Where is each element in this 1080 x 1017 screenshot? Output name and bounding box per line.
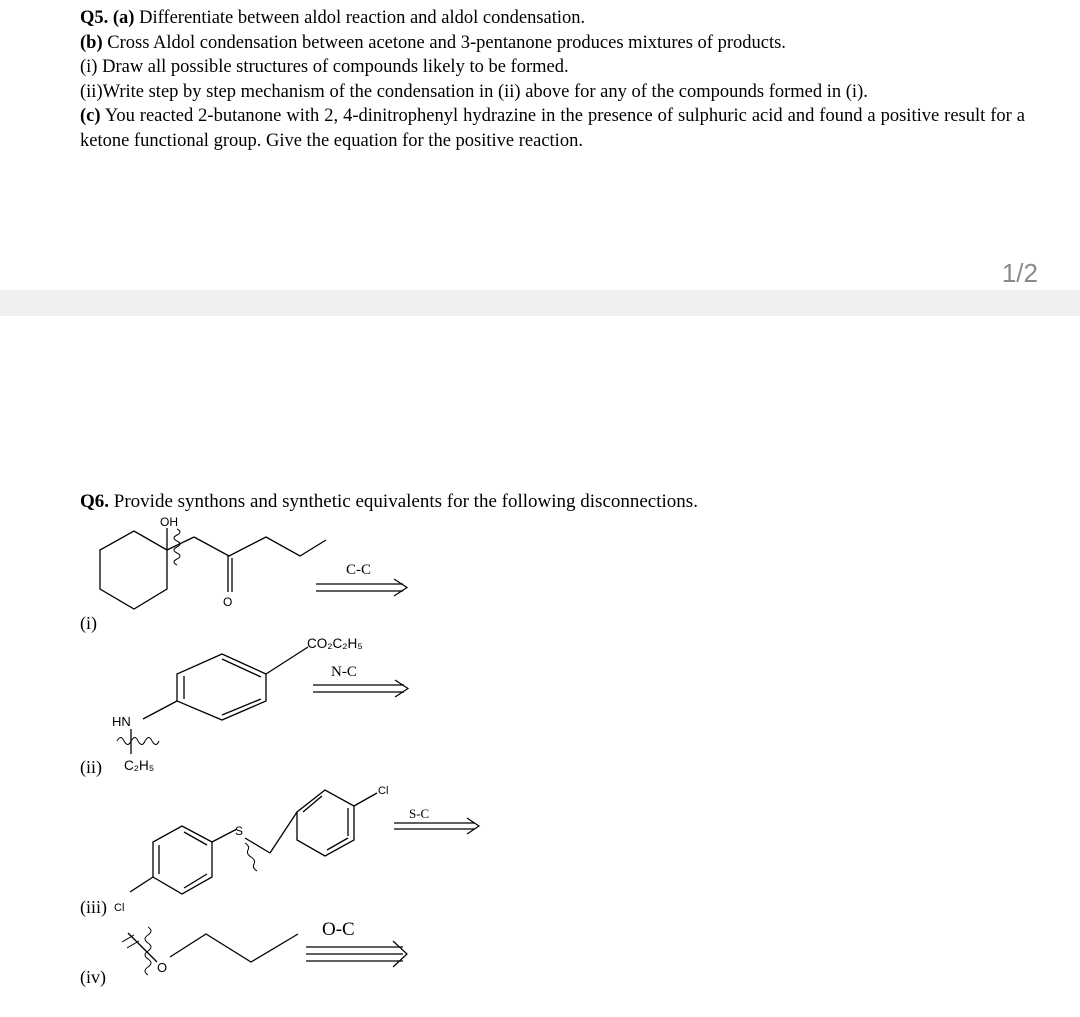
bond-ester <box>266 647 308 674</box>
bond-ring-s <box>212 829 237 842</box>
label-oh: OH <box>160 515 178 529</box>
wavy-disconnection-iii <box>245 843 257 871</box>
bond-ring-nh <box>143 701 177 719</box>
retro-arrow-i <box>316 579 407 596</box>
label-hn: HN <box>112 714 131 729</box>
retro-arrow-iii <box>394 818 479 834</box>
page-indicator: 1/2 <box>1001 258 1038 288</box>
item-iv-number: (iv) <box>80 967 106 987</box>
q5-a-label: (a) <box>112 8 135 28</box>
q5-c-text: You reacted 2-butanone with 2, 4-dinitrophenyl hydrazine in the presence of sulphuric acid and found a positive result for a ketone functional group. Give the equation for the positive reaction. <box>80 106 1025 151</box>
bond-ch2-ring <box>270 812 297 853</box>
wavy-disconnection-ii <box>117 738 159 745</box>
disconnection-i-label: C-C <box>346 562 372 578</box>
q5-part-b-i: (i) Draw all possible structures of compounds likely to be formed. <box>80 57 569 77</box>
label-o-ether: O <box>157 960 168 975</box>
bond-chain-1 <box>167 537 194 550</box>
structure-iv <box>122 927 298 975</box>
bond-ring-cl-right <box>354 793 377 806</box>
retro-arrow-ii <box>313 680 408 697</box>
label-co2c2h5: CO₂C₂H₅ <box>307 636 363 651</box>
label-o: O <box>223 595 233 609</box>
retro-arrow-iv <box>306 941 407 967</box>
wavy-disconnection <box>174 529 180 565</box>
structure-ii <box>117 647 308 754</box>
q6-label: Q6. <box>80 491 110 512</box>
structure-i <box>100 528 326 609</box>
label-s: S <box>235 824 244 838</box>
disconnection-iv-label: O-C <box>322 919 355 940</box>
bond-s-ch2 <box>245 838 270 853</box>
benzene-ring-ii <box>177 654 266 720</box>
disconnection-ii-label: N-C <box>331 664 357 680</box>
benzene-ring-iii-right <box>297 790 354 856</box>
bond-chain-2 <box>194 537 326 556</box>
item-i-number: (i) <box>80 613 97 633</box>
item-iii-number: (iii) <box>80 897 107 917</box>
label-cl-right: Cl <box>378 785 389 797</box>
bond-ring-cl-left <box>130 877 153 892</box>
q5-b-label: (b) <box>80 32 103 53</box>
bond-propyl-chain <box>170 934 298 962</box>
label-c2h5: C₂H₅ <box>124 758 155 773</box>
structure-iii <box>130 790 377 894</box>
bond-methyl-o <box>128 933 157 962</box>
cyclohexane-ring <box>100 531 167 609</box>
disconnection-iii-label: S-C <box>409 806 430 821</box>
q5-a-text: Differentiate between aldol reaction and aldol condensation. <box>134 8 586 28</box>
benzene-ring-iii-left <box>153 826 212 894</box>
item-ii-number: (ii) <box>80 757 102 777</box>
q5-b-text: Cross Aldol condensation between acetone and 3-pentanone produces mixtures of products. <box>102 32 786 53</box>
q5-c-label: (c) <box>80 106 101 126</box>
q5-part-b-ii: (ii)Write step by step mechanism of the condensation in (ii) above for any of the compounds formed in (i). <box>80 81 868 102</box>
q5-label: Q5. <box>80 8 109 28</box>
q6-text: Provide synthons and synthetic equivalents for the following disconnections. <box>109 491 698 512</box>
label-cl-left: Cl <box>114 902 125 914</box>
